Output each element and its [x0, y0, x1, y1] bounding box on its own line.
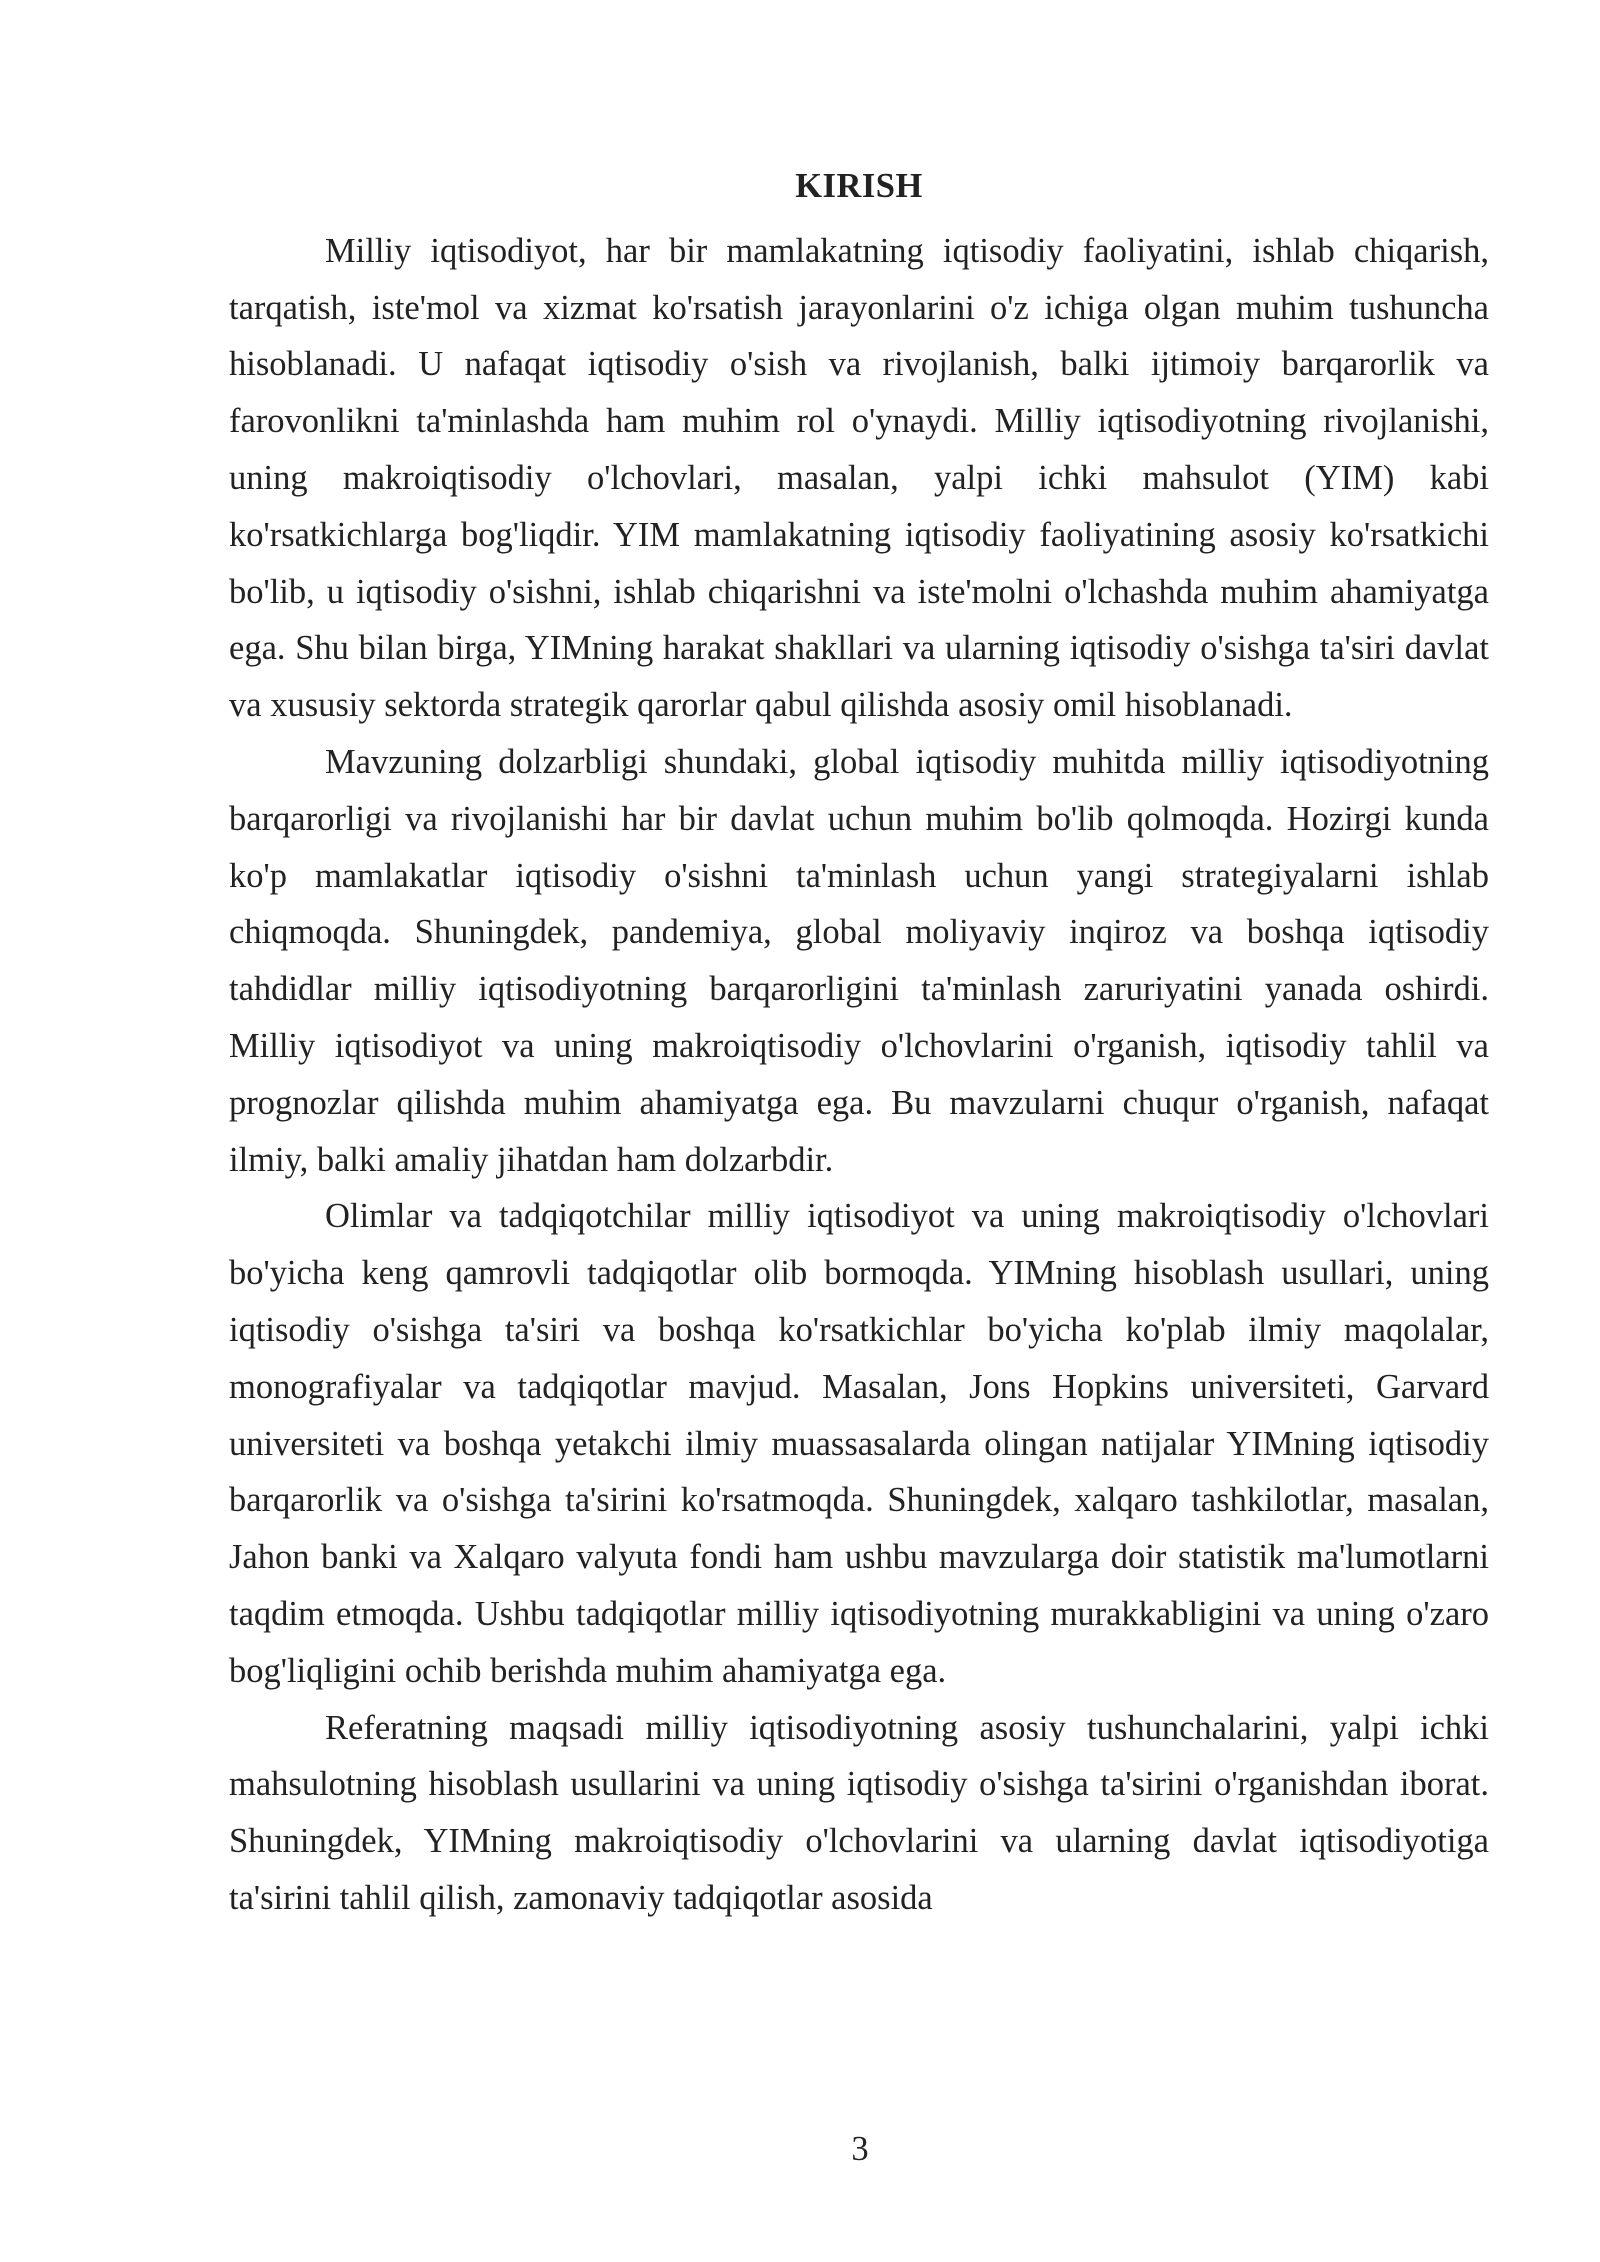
page-content [229, 158, 1489, 1927]
paragraph-purpose: Referatning maqsadi milliy iqtisodiyotning asosiy tushunchalarini, yalpi ichki mahsulotning hisoblash usullarini va uning iqtisodiy o'sishga ta'sirini o'rganishdan iborat. Shuningdek, YIMning makroiqtisodiy o'lchovlarini va ularning davlat iqtisodiyotiga ta'sirini tahlil qilish, zamonaviy tadqiqotlar asosida [229, 1708, 1489, 1917]
section-heading: KIRISH [795, 167, 923, 205]
page-number: 3 [851, 2130, 869, 2168]
paragraph-relevance: Mavzuning dolzarbligi shundaki, global iqtisodiy muhitda milliy iqtisodiyotning barqarorligi va rivojlanishi har bir davlat uchun muhim bo'lib qolmoqda. Hozirgi kunda ko'p mamlakatlar iqtisodiy o'sishni ta'minlash uchun yangi strategiyalarni ishlab chiqmoqda. Shuningdek, pandemiya, global moliyaviy inqiroz va boshqa iqtisodiy tahdidlar milliy iqtisodiyotning barqarorligini ta'minlash zaruriyatini yanada oshirdi. Milliy iqtisodiyot va uning makroiqtisodiy o'lchovlarini o'rganish, iqtisodiy tahlil va prognozlar qilishda muhim ahamiyatga ega. Bu mavzularni chuqur o'rganish, nafaqat ilmiy, balki amaliy jihatdan ham dolzarbdir. [229, 742, 1489, 1179]
paragraph-research-review: Olimlar va tadqiqotchilar milliy iqtisodiyot va uning makroiqtisodiy o'lchovlari bo'yicha keng qamrovli tadqiqotlar olib bormoqda. YIMning hisoblash usullari, uning iqtisodiy o'sishga ta'siri va boshqa ko'rsatkichlar bo'yicha ko'plab ilmiy maqolalar, monografiyalar va tadqiqotlar mavjud. Masalan, Jons Hopkins universiteti, Garvard universiteti va boshqa yetakchi ilmiy muassasalarda olingan natijalar YIMning iqtisodiy barqarorlik va o'sishga ta'sirini ko'rsatmoqda. Shuningdek, xalqaro tashkilotlar, masalan, Jahon banki va Xalqaro valyuta fondi ham ushbu mavzularga doir statistik ma'lumotlarni taqdim etmoqda. Ushbu tadqiqotlar milliy iqtisodiyotning murakkabligini va uning o'zaro bog'liqligini ochib berishda muhim ahamiyatga ega. [229, 1197, 1489, 1690]
paragraph-intro: Milliy iqtisodiyot, har bir mamlakatning iqtisodiy faoliyatini, ishlab chiqarish, tarqatish, iste'mol va xizmat ko'rsatish jarayonlarini o'z ichiga olgan muhim tushuncha hisoblanadi. U nafaqat iqtisodiy o'sish va rivojlanish, balki ijtimoiy barqarorlik va farovonlikni ta'minlashda ham muhim rol o'ynaydi. Milliy iqtisodiyotning rivojlanishi, uning makroiqtisodiy o'lchovlari, masalan, yalpi ichki mahsulot (YIM) kabi ko'rsatkichlarga bog'liqdir. YIM mamlakatning iqtisodiy faoliyatining asosiy ko'rsatkichi bo'lib, u iqtisodiy o'sishni, ishlab chiqarishni va iste'molni o'lchashda muhim ahamiyatga ega. Shu bilan birga, YIMning harakat shakllari va ularning iqtisodiy o'sishga ta'siri davlat va xususiy sektorda strategik qarorlar qabul qilishda asosiy omil hisoblanadi. [229, 231, 1489, 725]
